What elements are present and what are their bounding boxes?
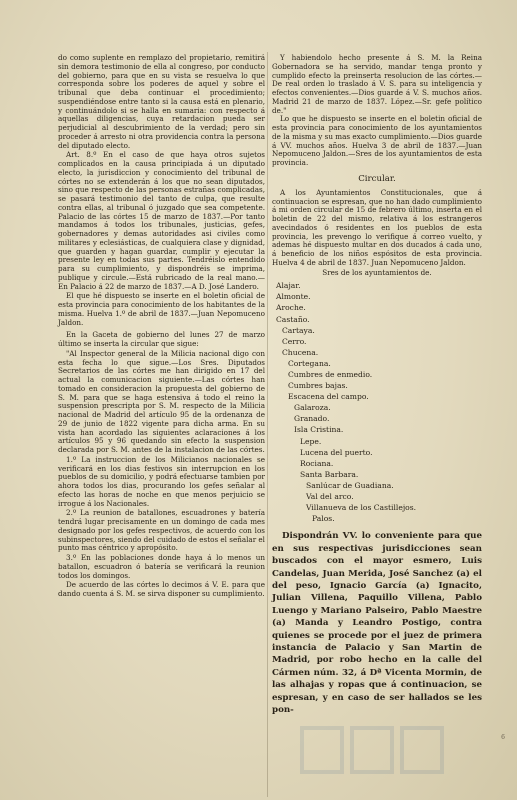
paragraph: 3.º En las poblaciones donde haya á lo menos un batallon, escuadron ó batería se verificará la reunion todos los domingos. [58, 553, 265, 580]
paragraph: "Al Inspector general de la Milicia nacional digo con esta fecha lo que sigue.—Los Sres. Diputados Secretarios de las córtes me han dirigido en 17 del actual la comunicacion siguiente.—Las córtes han tomado en consideracion la propuesta del gobierno de S. M. para que se haga estensiva á todo el reino la suspension prescripta por S. M. respecto de la Milicia nacional de Madrid del artículo 95 de la ordenanza de 29 de junio de 1822 vigente para dicha arma. En su vista han acordado las siguientes aclaraciones á los artículos 95 y 96 quedando sin efecto la suspension declarada por S. M. antes de la instalacion de las córtes. [58, 348, 265, 454]
list-item: Escacena del campo. [288, 392, 369, 402]
paragraph: En la Gaceta de gobierno del lunes 27 de marzo último se inserta la circular que sigue: [58, 330, 265, 348]
paragraph: El que hé dispuesto se inserte en el boletin oficial de esta provincia para conocimiento de los habitantes de la misma. Huelva 1.º de abril de 1837.—Juan Nepomuceno Jaldon. [58, 291, 265, 327]
paragraph: Y habiendolo hecho presente á S. M. la Reina Gobernadora se ha servido, mandar tenga pronto y cumplido efecto la preinserta resolucion de las córtes.—De real orden lo traslado á V. S. para su inteligencia y efectos convenientes.—Dios guarde á V. S. muchos años. Madrid 21 de marzo de 1837. López.—Sr. gefe político de." [272, 53, 482, 115]
list-item: Granado. [294, 414, 330, 424]
list-item: Cortegana. [288, 358, 331, 368]
list-item: Val del arco. [306, 492, 354, 502]
page-mark: 6 [501, 734, 505, 741]
right-column [272, 54, 482, 716]
list-item: Galaroza. [294, 403, 331, 413]
addressee-line: Sres de los ayuntamientos de. [322, 267, 432, 277]
list-item: Palos. [312, 514, 335, 524]
list-item: Lucena del puerto. [300, 447, 373, 457]
list-item: Chucena. [282, 347, 319, 357]
list-item: Villanueva de los Castillejos. [306, 503, 417, 513]
paragraph: 2.º La reunion de batallones, escuadrones y batería tendrá lugar precisamente en un domingo de cada mes designado por los gefes respectivos, de acuerdo con los subinspectores, siendo del cuidado de estos el señalar el punto mas céntrico y apropósito. [58, 508, 265, 553]
paragraph: do como suplente en remplazo del propietario, remitirá sin demora testimonio de ella al congreso, por conducto del gobierno, para que en su vista se resuelva lo que corresponda sobre los poderes de aquel y sobre el tribunal que deba continuar el procedimiento; suspendiéndose entre tanto si la causa está en plenario, y continuándolo si se halla en sumaria: con respecto á aquellas diligencias, cuya retardacion pueda ser perjudicial al descubrimiento de la verdad; pero sin proceder á arresto ni otra providencia contra la persona del diputado electo. [58, 53, 265, 150]
list-item: Santa Barbara. [300, 469, 359, 479]
paragraph: Art. 8.º En el caso de que haya otros sujetos complicados en la causa principiada á un diputado electo, la jurisdiccion y conocimiento del tribunal de córtes no se extenderán á los que no sean diputados, sino que respecto de las personas estrañas complicadas, se pasará testimonio del tanto de culpa, que resulte contra ellas, al tribunal ó juzgado que sea competente. Palacio de las córtes 15 de marzo de 1837.—Por tanto mandamos á todos los tribunales, justicias, gefes, gobernadores y demas autoridades asi civiles como militares y eclesiásticas, de cualquiera clase y dignidad, que guarden y hagan guardar, cumplir y ejecutar la presente ley en todas sus partes. Tendréislo entendido para su cumplimiento, y dispondréis se imprima, publique y circule.—Está rubricado de la real mano.—En Palacio á 22 de marzo de 1837.—A D. José Landero. [58, 150, 265, 291]
library-watermark-icon [300, 720, 450, 780]
list-item: Rociana. [300, 458, 334, 468]
section-heading: Circular. [358, 173, 396, 184]
list-item: Almonte. [276, 292, 311, 302]
left-column [58, 54, 265, 599]
list-item: Cumbres bajas. [288, 381, 348, 391]
list-item: Aroche. [276, 303, 306, 313]
paragraph: Lo que he dispuesto se inserte en el boletin oficial de esta provincia para conocimiento de los ayuntamientos de la misma y su mas exacto cumplimiento.—Dios guarde á VV. muchos años. Huelva 3 de abril de 1837.—Juan Nepomuceno Jaldon.—Sres de los ayuntamientos de esta provincia. [272, 114, 482, 167]
list-item: Sanlúcar de Guadiana. [306, 480, 394, 490]
paragraph: 1.º La instruccion de los Milicianos nacionales se verificará en los dias festivos sin interrupcion en los pueblos de su domicilio, y podrá efectuarse tambien por ahora todos los dias, procurando los gefes señalar al efecto las horas de noche en que menos perjuicio se irrogue á los Nacionales. [58, 454, 265, 508]
list-item: Cumbres de enmedio. [288, 370, 373, 379]
list-item: Lepe. [300, 436, 322, 446]
town-list [272, 280, 482, 524]
list-item: Alajar. [276, 281, 301, 291]
list-item: Isla Cristina. [294, 425, 344, 435]
list-item: Castaño. [276, 314, 310, 324]
paragraph: A los Ayuntamientos Constitucionales, que á continuacion se espresan, que no han dado cumplimiento á mi orden circular de 15 de febrero último, inserta en el boletin de 22 del mismo, relativa á los estrangeros avecindados ó residentes en los pueblos de esta provincia, les prevengo lo verifique á correo vuelto, y ademas hé dispuesto multar en dos ducados á cada uno, á beneficio de los niños espósitos de esta provincia. Huelva 4 de abril de 1837. Juan Nepomuceno Jaldon. [272, 187, 482, 267]
paragraph: Dispondrán VV. lo conveniente para que en sus respectivas jurisdicciones sean buscados con el mayor esmero, Luis Candelas, Juan Merida, José Sanchez (a) el del peso, Ignacio García (a) Ignacito, Julian Villena, Paquillo Villena, Pablo Luengo y Mariano Palseiro, Pablo Maestre (a) Manda y Leandro Postigo, contra quienes se procede por el juez de primera instancia de Palacio y San Martin de Madrid, por robo hecho en la calle del Cármen núm. 32, á Dª Vicenta Mormin, de las alhajas y ropas que á continuacion, se espresan, y en caso de ser hallados se les pon- [272, 531, 482, 715]
paragraph: De acuerdo de las córtes lo decimos á V. E. para que dando cuenta á S. M. se sirva disponer su cumplimiento. [58, 580, 265, 598]
list-item: Cerro. [282, 336, 307, 346]
column-divider [267, 52, 268, 797]
list-item: Cartaya. [282, 325, 315, 335]
